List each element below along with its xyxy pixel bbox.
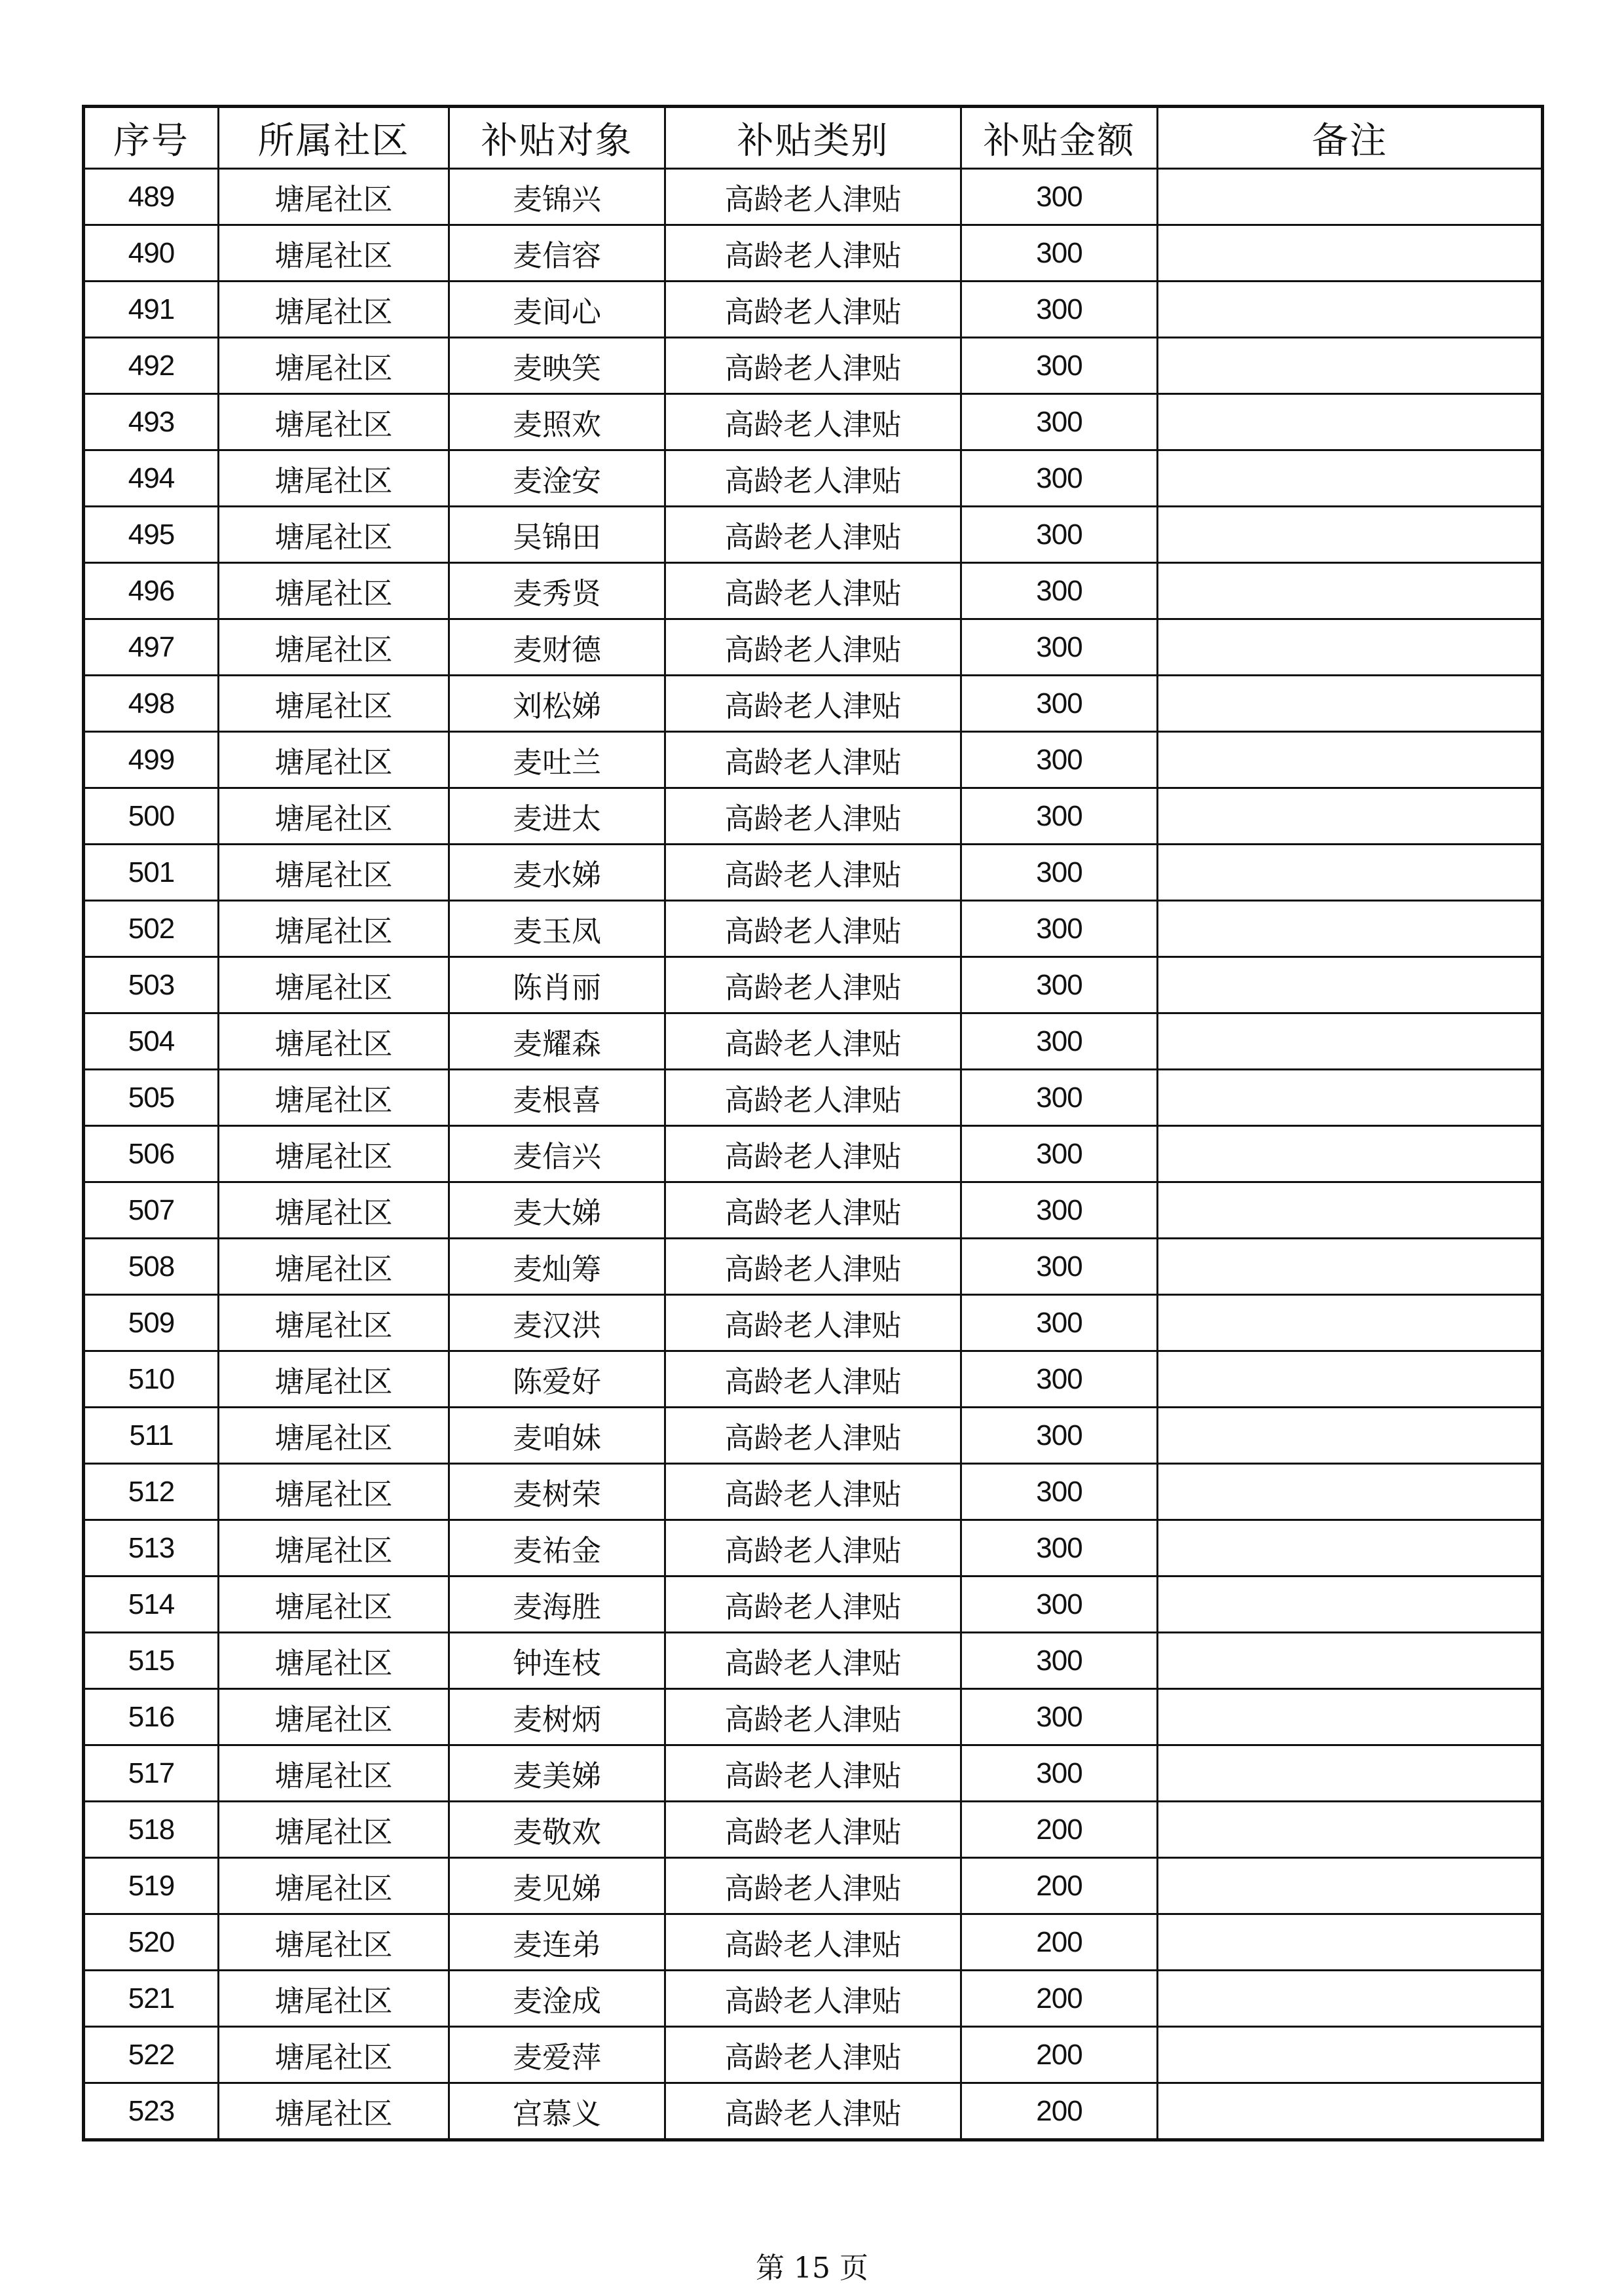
cell-amount: 300: [961, 282, 1158, 338]
cell-remarks: [1158, 1520, 1543, 1576]
cell-category: 高龄老人津贴: [665, 1070, 961, 1126]
cell-community: 塘尾社区: [219, 507, 449, 563]
cell-community: 塘尾社区: [219, 845, 449, 901]
cell-amount: 300: [961, 788, 1158, 845]
cell-remarks: [1158, 788, 1543, 845]
table-row: [84, 1689, 1543, 1745]
cell-amount: 200: [961, 1914, 1158, 1971]
cell-recipient: 麦咱妹: [449, 1408, 665, 1464]
cell-community: 塘尾社区: [219, 1126, 449, 1182]
cell-seq: 492: [84, 338, 219, 394]
cell-remarks: [1158, 282, 1543, 338]
table-row: [84, 901, 1543, 957]
cell-amount: 300: [961, 1576, 1158, 1633]
cell-seq: 506: [84, 1126, 219, 1182]
header-amount: 补贴金额: [961, 107, 1158, 169]
cell-community: 塘尾社区: [219, 169, 449, 225]
table-row: [84, 1745, 1543, 1802]
cell-amount: 300: [961, 338, 1158, 394]
cell-community: 塘尾社区: [219, 394, 449, 450]
cell-recipient: 麦水娣: [449, 845, 665, 901]
table-row: [84, 563, 1543, 619]
cell-community: 塘尾社区: [219, 1802, 449, 1858]
cell-category: 高龄老人津贴: [665, 563, 961, 619]
cell-seq: 508: [84, 1239, 219, 1295]
table-row: [84, 282, 1543, 338]
cell-seq: 513: [84, 1520, 219, 1576]
cell-remarks: [1158, 450, 1543, 507]
cell-seq: 505: [84, 1070, 219, 1126]
cell-remarks: [1158, 1576, 1543, 1633]
table-row: [84, 1802, 1543, 1858]
cell-category: 高龄老人津贴: [665, 1295, 961, 1351]
cell-community: 塘尾社区: [219, 1408, 449, 1464]
cell-community: 塘尾社区: [219, 1914, 449, 1971]
cell-recipient: 麦秀贤: [449, 563, 665, 619]
cell-remarks: [1158, 1351, 1543, 1408]
cell-amount: 300: [961, 1351, 1158, 1408]
cell-category: 高龄老人津贴: [665, 394, 961, 450]
cell-community: 塘尾社区: [219, 1689, 449, 1745]
table-row: [84, 1914, 1543, 1971]
cell-community: 塘尾社区: [219, 1464, 449, 1520]
table-row: [84, 1858, 1543, 1914]
header-recipient: 补贴对象: [449, 107, 665, 169]
cell-recipient: 陈爱好: [449, 1351, 665, 1408]
table-row: [84, 1126, 1543, 1182]
cell-category: 高龄老人津贴: [665, 845, 961, 901]
cell-category: 高龄老人津贴: [665, 1914, 961, 1971]
cell-amount: 300: [961, 957, 1158, 1013]
cell-recipient: 麦汉洪: [449, 1295, 665, 1351]
cell-recipient: 麦间心: [449, 282, 665, 338]
cell-amount: 200: [961, 2083, 1158, 2140]
cell-remarks: [1158, 394, 1543, 450]
cell-community: 塘尾社区: [219, 2083, 449, 2140]
cell-seq: 523: [84, 2083, 219, 2140]
cell-community: 塘尾社区: [219, 225, 449, 282]
cell-recipient: 麦淦安: [449, 450, 665, 507]
table-row: [84, 1239, 1543, 1295]
cell-amount: 300: [961, 845, 1158, 901]
cell-category: 高龄老人津贴: [665, 1464, 961, 1520]
cell-amount: 200: [961, 2027, 1158, 2083]
cell-category: 高龄老人津贴: [665, 1182, 961, 1239]
cell-community: 塘尾社区: [219, 1745, 449, 1802]
cell-recipient: 麦吐兰: [449, 732, 665, 788]
cell-remarks: [1158, 676, 1543, 732]
cell-recipient: 麦大娣: [449, 1182, 665, 1239]
table-row: [84, 619, 1543, 676]
cell-remarks: [1158, 1689, 1543, 1745]
cell-seq: 501: [84, 845, 219, 901]
cell-amount: 300: [961, 1182, 1158, 1239]
cell-category: 高龄老人津贴: [665, 2027, 961, 2083]
cell-community: 塘尾社区: [219, 1971, 449, 2027]
cell-seq: 522: [84, 2027, 219, 2083]
cell-community: 塘尾社区: [219, 2027, 449, 2083]
cell-recipient: 麦根喜: [449, 1070, 665, 1126]
header-row: [84, 107, 1543, 169]
cell-remarks: [1158, 2027, 1543, 2083]
cell-remarks: [1158, 732, 1543, 788]
cell-remarks: [1158, 1633, 1543, 1689]
cell-seq: 514: [84, 1576, 219, 1633]
cell-category: 高龄老人津贴: [665, 957, 961, 1013]
table-row: [84, 1070, 1543, 1126]
cell-category: 高龄老人津贴: [665, 169, 961, 225]
cell-seq: 495: [84, 507, 219, 563]
cell-remarks: [1158, 1013, 1543, 1070]
table-row: [84, 788, 1543, 845]
table-row: [84, 394, 1543, 450]
cell-category: 高龄老人津贴: [665, 676, 961, 732]
cell-recipient: 陈肖丽: [449, 957, 665, 1013]
cell-seq: 494: [84, 450, 219, 507]
header-seq: 序号: [84, 107, 219, 169]
cell-category: 高龄老人津贴: [665, 1633, 961, 1689]
cell-category: 高龄老人津贴: [665, 2083, 961, 2140]
table-row: [84, 338, 1543, 394]
table-row: [84, 1576, 1543, 1633]
cell-recipient: 麦灿筹: [449, 1239, 665, 1295]
cell-community: 塘尾社区: [219, 676, 449, 732]
cell-category: 高龄老人津贴: [665, 338, 961, 394]
cell-category: 高龄老人津贴: [665, 450, 961, 507]
table-row: [84, 1013, 1543, 1070]
cell-amount: 300: [961, 225, 1158, 282]
table-row: [84, 957, 1543, 1013]
cell-category: 高龄老人津贴: [665, 619, 961, 676]
header-remarks: 备注: [1158, 107, 1543, 169]
cell-amount: 300: [961, 1408, 1158, 1464]
cell-remarks: [1158, 563, 1543, 619]
table-row: [84, 1633, 1543, 1689]
cell-category: 高龄老人津贴: [665, 1745, 961, 1802]
cell-remarks: [1158, 1745, 1543, 1802]
cell-category: 高龄老人津贴: [665, 507, 961, 563]
cell-remarks: [1158, 1802, 1543, 1858]
page-number: 第 15 页: [756, 2251, 868, 2285]
cell-community: 塘尾社区: [219, 732, 449, 788]
cell-community: 塘尾社区: [219, 901, 449, 957]
cell-community: 塘尾社区: [219, 1576, 449, 1633]
cell-amount: 300: [961, 1464, 1158, 1520]
cell-seq: 521: [84, 1971, 219, 2027]
table-row: [84, 845, 1543, 901]
cell-remarks: [1158, 1914, 1543, 1971]
cell-remarks: [1158, 1295, 1543, 1351]
cell-community: 塘尾社区: [219, 338, 449, 394]
cell-recipient: 麦财德: [449, 619, 665, 676]
cell-seq: 503: [84, 957, 219, 1013]
cell-amount: 300: [961, 676, 1158, 732]
cell-amount: 300: [961, 1520, 1158, 1576]
cell-community: 塘尾社区: [219, 282, 449, 338]
cell-amount: 300: [961, 1689, 1158, 1745]
table-row: [84, 1182, 1543, 1239]
cell-remarks: [1158, 338, 1543, 394]
cell-category: 高龄老人津贴: [665, 1239, 961, 1295]
table-body: [84, 169, 1543, 2140]
cell-amount: 200: [961, 1802, 1158, 1858]
cell-recipient: 麦信容: [449, 225, 665, 282]
cell-category: 高龄老人津贴: [665, 1858, 961, 1914]
cell-amount: 300: [961, 394, 1158, 450]
cell-community: 塘尾社区: [219, 619, 449, 676]
cell-recipient: 宫慕义: [449, 2083, 665, 2140]
table-row: [84, 2083, 1543, 2140]
cell-amount: 300: [961, 563, 1158, 619]
cell-category: 高龄老人津贴: [665, 1520, 961, 1576]
cell-category: 高龄老人津贴: [665, 1971, 961, 2027]
cell-amount: 300: [961, 1239, 1158, 1295]
cell-recipient: 麦信兴: [449, 1126, 665, 1182]
cell-seq: 517: [84, 1745, 219, 1802]
cell-amount: 300: [961, 1295, 1158, 1351]
table-row: [84, 676, 1543, 732]
cell-remarks: [1158, 1971, 1543, 2027]
cell-recipient: 麦照欢: [449, 394, 665, 450]
table-row: [84, 1351, 1543, 1408]
cell-recipient: 麦玉凤: [449, 901, 665, 957]
cell-community: 塘尾社区: [219, 1520, 449, 1576]
cell-recipient: 麦祐金: [449, 1520, 665, 1576]
cell-seq: 489: [84, 169, 219, 225]
cell-amount: 300: [961, 1745, 1158, 1802]
cell-community: 塘尾社区: [219, 1858, 449, 1914]
cell-community: 塘尾社区: [219, 1182, 449, 1239]
cell-seq: 490: [84, 225, 219, 282]
cell-seq: 500: [84, 788, 219, 845]
cell-category: 高龄老人津贴: [665, 1689, 961, 1745]
cell-remarks: [1158, 1408, 1543, 1464]
cell-category: 高龄老人津贴: [665, 1576, 961, 1633]
cell-category: 高龄老人津贴: [665, 1013, 961, 1070]
cell-remarks: [1158, 1126, 1543, 1182]
cell-community: 塘尾社区: [219, 957, 449, 1013]
cell-remarks: [1158, 225, 1543, 282]
cell-recipient: 吴锦田: [449, 507, 665, 563]
cell-remarks: [1158, 1182, 1543, 1239]
cell-remarks: [1158, 2083, 1543, 2140]
cell-category: 高龄老人津贴: [665, 225, 961, 282]
header-community: 所属社区: [219, 107, 449, 169]
cell-amount: 200: [961, 1858, 1158, 1914]
table-row: [84, 169, 1543, 225]
cell-seq: 515: [84, 1633, 219, 1689]
cell-seq: 519: [84, 1858, 219, 1914]
cell-amount: 200: [961, 1971, 1158, 2027]
table-row: [84, 450, 1543, 507]
cell-category: 高龄老人津贴: [665, 1408, 961, 1464]
cell-amount: 300: [961, 169, 1158, 225]
cell-seq: 507: [84, 1182, 219, 1239]
cell-seq: 497: [84, 619, 219, 676]
cell-category: 高龄老人津贴: [665, 788, 961, 845]
cell-category: 高龄老人津贴: [665, 1802, 961, 1858]
cell-seq: 520: [84, 1914, 219, 1971]
cell-category: 高龄老人津贴: [665, 1126, 961, 1182]
cell-community: 塘尾社区: [219, 788, 449, 845]
cell-remarks: [1158, 845, 1543, 901]
cell-remarks: [1158, 619, 1543, 676]
subsidy-table: [82, 105, 1544, 2141]
cell-amount: 300: [961, 1633, 1158, 1689]
cell-seq: 491: [84, 282, 219, 338]
table-row: [84, 732, 1543, 788]
cell-community: 塘尾社区: [219, 563, 449, 619]
cell-remarks: [1158, 169, 1543, 225]
table-row: [84, 1464, 1543, 1520]
cell-amount: 300: [961, 732, 1158, 788]
cell-recipient: 麦敬欢: [449, 1802, 665, 1858]
cell-amount: 300: [961, 1070, 1158, 1126]
cell-seq: 504: [84, 1013, 219, 1070]
table-row: [84, 1295, 1543, 1351]
table-row: [84, 1971, 1543, 2027]
cell-remarks: [1158, 957, 1543, 1013]
cell-remarks: [1158, 1858, 1543, 1914]
cell-recipient: 刘松娣: [449, 676, 665, 732]
table-row: [84, 507, 1543, 563]
table-row: [84, 2027, 1543, 2083]
cell-seq: 511: [84, 1408, 219, 1464]
cell-recipient: 钟连枝: [449, 1633, 665, 1689]
cell-seq: 499: [84, 732, 219, 788]
cell-recipient: 麦爱萍: [449, 2027, 665, 2083]
table-header: [84, 107, 1543, 169]
cell-recipient: 麦海胜: [449, 1576, 665, 1633]
cell-remarks: [1158, 507, 1543, 563]
cell-category: 高龄老人津贴: [665, 732, 961, 788]
cell-seq: 510: [84, 1351, 219, 1408]
cell-community: 塘尾社区: [219, 1070, 449, 1126]
cell-category: 高龄老人津贴: [665, 1351, 961, 1408]
cell-amount: 300: [961, 619, 1158, 676]
cell-amount: 300: [961, 507, 1158, 563]
cell-community: 塘尾社区: [219, 1013, 449, 1070]
table-row: [84, 1408, 1543, 1464]
cell-recipient: 麦耀森: [449, 1013, 665, 1070]
cell-amount: 300: [961, 901, 1158, 957]
cell-remarks: [1158, 1070, 1543, 1126]
table-row: [84, 1520, 1543, 1576]
cell-remarks: [1158, 1239, 1543, 1295]
cell-recipient: 麦淦成: [449, 1971, 665, 2027]
cell-recipient: 麦锦兴: [449, 169, 665, 225]
cell-category: 高龄老人津贴: [665, 282, 961, 338]
cell-seq: 512: [84, 1464, 219, 1520]
cell-community: 塘尾社区: [219, 450, 449, 507]
cell-recipient: 麦连弟: [449, 1914, 665, 1971]
cell-community: 塘尾社区: [219, 1239, 449, 1295]
cell-community: 塘尾社区: [219, 1633, 449, 1689]
cell-community: 塘尾社区: [219, 1295, 449, 1351]
cell-recipient: 麦树荣: [449, 1464, 665, 1520]
cell-seq: 496: [84, 563, 219, 619]
cell-seq: 502: [84, 901, 219, 957]
cell-remarks: [1158, 901, 1543, 957]
cell-seq: 518: [84, 1802, 219, 1858]
cell-recipient: 麦见娣: [449, 1858, 665, 1914]
cell-seq: 493: [84, 394, 219, 450]
cell-recipient: 麦映笑: [449, 338, 665, 394]
cell-recipient: 麦美娣: [449, 1745, 665, 1802]
cell-recipient: 麦树炳: [449, 1689, 665, 1745]
cell-amount: 300: [961, 1013, 1158, 1070]
cell-seq: 509: [84, 1295, 219, 1351]
cell-remarks: [1158, 1464, 1543, 1520]
cell-seq: 498: [84, 676, 219, 732]
cell-recipient: 麦进太: [449, 788, 665, 845]
cell-seq: 516: [84, 1689, 219, 1745]
cell-category: 高龄老人津贴: [665, 901, 961, 957]
cell-community: 塘尾社区: [219, 1351, 449, 1408]
header-category: 补贴类别: [665, 107, 961, 169]
cell-amount: 300: [961, 1126, 1158, 1182]
cell-amount: 300: [961, 450, 1158, 507]
table-row: [84, 225, 1543, 282]
